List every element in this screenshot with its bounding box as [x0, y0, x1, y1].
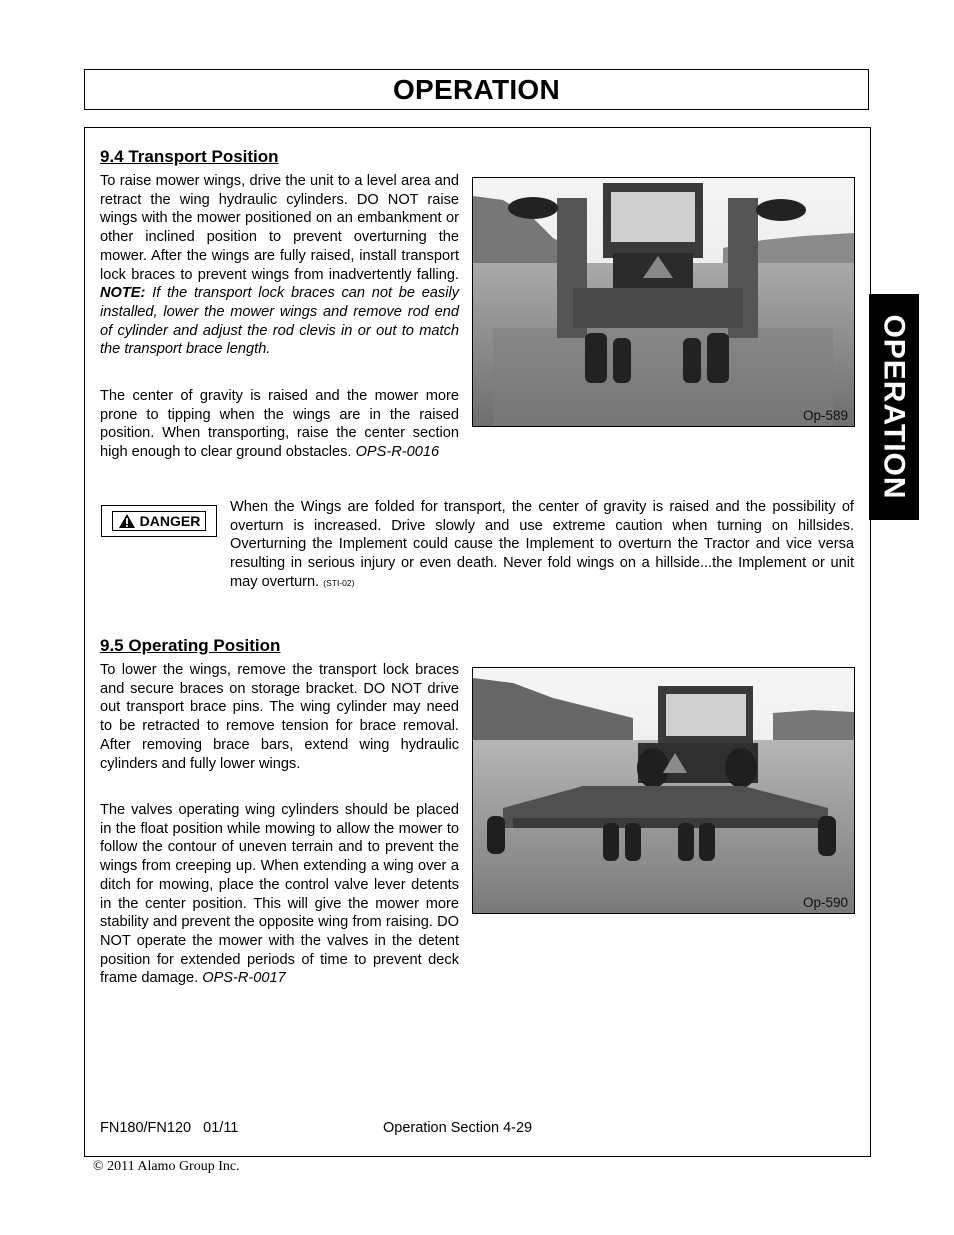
transport-note-label: NOTE:	[100, 285, 146, 302]
operating-paragraph-1	[100, 661, 459, 773]
transport-p2-code: OPS-R-0016	[355, 444, 440, 461]
operating-p2-code: OPS-R-0017	[202, 970, 286, 987]
operating-p1-text: To lower the wings, remove the transport lock braces and secure braces on storage bracket. DO NOT drive out transport brace pins. The wing cylinder may need to be retracted to remove tension for brace removal. After removing brace bars, extend wing hydraulic cylinders and fully lower wings.	[100, 662, 459, 772]
danger-code: (STI-02)	[323, 577, 355, 588]
operating-photo-illustration	[473, 668, 854, 913]
operating-paragraph-2	[100, 801, 459, 988]
transport-paragraph-1	[100, 172, 459, 359]
copyright-notice: © 2011 Alamo Group Inc.	[93, 1159, 240, 1174]
section-title-transport: 9.4 Transport Position	[100, 147, 279, 166]
photo-label-op590: Op-590	[802, 895, 848, 910]
danger-message	[230, 498, 854, 593]
transport-note-text: If the transport lock braces can not be easily installed, lower the mower wings and remove rod end of cylinder and adjust the rod clevis in or out to match the transport brace length.	[100, 285, 460, 358]
danger-message-text: When the Wings are folded for transport, the center of gravity is raised and the possibility of overturn is increased. Drive slowly and use extreme caution when turning on hillsides. Overturning the Implement could cause the Implement to overturn the Tractor and vice versa resulting in serious injury or even death. Never fold wings on a hillside...the Implement or unit may overturn.	[230, 499, 854, 590]
danger-label: DANGER	[139, 513, 201, 529]
transport-paragraph-2	[100, 387, 459, 462]
danger-badge	[101, 505, 217, 537]
transport-photo-illustration	[473, 178, 854, 426]
photo-operating-position	[472, 667, 855, 914]
section-title-operating: 9.5 Operating Position	[100, 636, 281, 655]
footer-model-date: FN180/FN120 01/11	[100, 1120, 239, 1136]
side-tab-label: OPERATION	[878, 314, 911, 500]
transport-p1-text: To raise mower wings, drive the unit to a level area and retract the wing hydraulic cylinders. DO NOT raise wings with the mower positioned on an embankment or other inclined position to prevent overturning the mower. After the wings are fully raised, install transport lock braces to prevent wings from inadvertently falling.	[100, 173, 459, 283]
side-section-tab	[869, 294, 919, 520]
photo-label-op589: Op-589	[802, 408, 848, 423]
page-title: OPERATION	[392, 73, 561, 105]
footer-section-page: Operation Section 4-29	[383, 1120, 533, 1136]
warning-triangle-icon	[118, 513, 136, 529]
operating-p2-text: The valves operating wing cylinders should be placed in the float position while mowing to allow the mower to follow the contour of uneven terrain and to prevent the wings from creeping up. When extending a wing over a ditch for mowing, place the control valve lever detents in the center position. This will give the mower more stability and prevent the opposite wing from raising. DO NOT operate the mower with the valves in the detent position for extended periods of time to prevent deck frame damage.	[100, 802, 459, 987]
page-header	[84, 69, 869, 110]
photo-transport-position	[472, 177, 855, 427]
transport-p2-text: The center of gravity is raised and the mower more prone to tipping when the wings are in the raised position. When transporting, raise the center section high enough to clear ground obstacles.	[100, 388, 459, 461]
